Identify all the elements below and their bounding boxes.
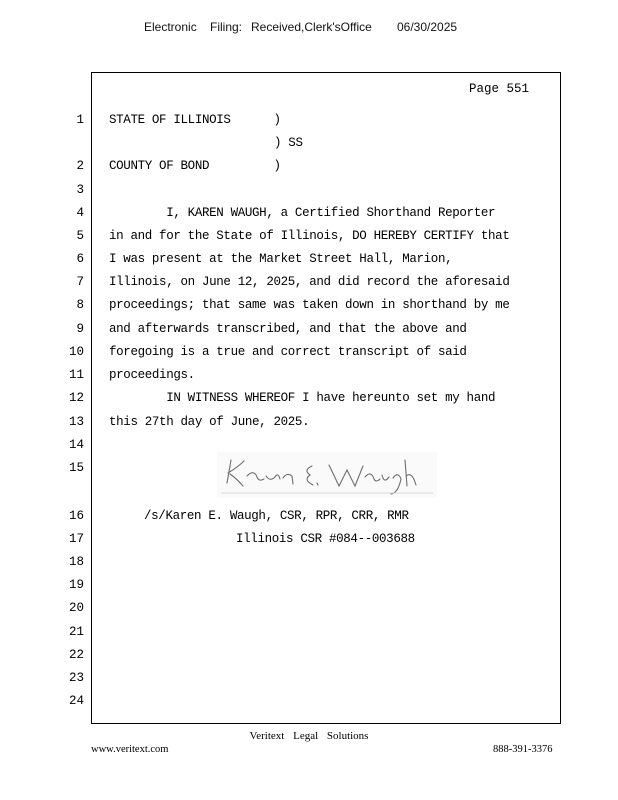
electronic-filing-header xyxy=(0,20,618,36)
line-number: 13 xyxy=(68,415,84,429)
line-number: 10 xyxy=(68,345,84,359)
filing-label-electronic: Electronic xyxy=(144,20,197,34)
certificate-line: I, KAREN WAUGH, a Certified Shorthand Reporter xyxy=(109,206,496,220)
filing-date: 06/30/2025 xyxy=(397,20,458,34)
line-number: 23 xyxy=(68,671,84,685)
line-number: 16 xyxy=(68,509,84,523)
line-number: 14 xyxy=(68,438,84,452)
line-number: 7 xyxy=(76,275,84,289)
line-number: 21 xyxy=(68,625,84,639)
page-number: Page 551 xyxy=(469,82,530,96)
filing-label-filing: Filing: xyxy=(210,20,243,34)
caption-county: COUNTY OF BOND ) xyxy=(109,159,281,173)
line-number: 6 xyxy=(76,252,84,266)
filing-label-received: Received,Clerk'sOffice xyxy=(251,20,372,34)
certificate-line: Illinois, on June 12, 2025, and did record the aforesaid xyxy=(109,275,510,289)
line-number: 11 xyxy=(68,368,84,382)
line-number: 8 xyxy=(76,298,84,312)
certificate-line: foregoing is a true and correct transcript of said xyxy=(109,345,467,359)
line-number: 20 xyxy=(68,601,84,615)
certificate-line: proceedings. xyxy=(109,368,195,382)
line-number: 4 xyxy=(76,206,84,220)
footer-company: Veritext Legal Solutions xyxy=(249,730,369,742)
line-number: 15 xyxy=(68,461,84,475)
reporter-signed-name: /s/Karen E. Waugh, CSR, RPR, CRR, RMR xyxy=(144,509,409,523)
caption-state: STATE OF ILLINOIS ) xyxy=(109,113,281,127)
certificate-line: and afterwards transcribed, and that the above and xyxy=(109,322,467,336)
certificate-line: I was present at the Market Street Hall, Marion, xyxy=(109,252,453,266)
line-number: 12 xyxy=(68,391,84,405)
footer-phone: 888-391-3376 xyxy=(493,744,553,755)
caption-ss: ) SS xyxy=(274,136,303,150)
footer-website: www.veritext.com xyxy=(91,744,169,755)
line-number: 19 xyxy=(68,578,84,592)
line-number: 9 xyxy=(76,322,84,336)
certificate-line: proceedings; that same was taken down in shorthand by me xyxy=(109,298,510,312)
certificate-line: in and for the State of Illinois, DO HEREBY CERTIFY that xyxy=(109,229,510,243)
line-number: 22 xyxy=(68,648,84,662)
line-number: 17 xyxy=(68,532,84,546)
line-number: 1 xyxy=(76,113,84,127)
line-number: 2 xyxy=(76,159,84,173)
signature-background xyxy=(217,452,437,498)
line-number: 18 xyxy=(68,555,84,569)
certificate-line: IN WITNESS WHEREOF I have hereunto set my hand xyxy=(109,391,496,405)
certificate-line: this 27th day of June, 2025. xyxy=(109,415,310,429)
line-number: 24 xyxy=(68,694,84,708)
line-number: 3 xyxy=(76,183,84,197)
handwritten-signature xyxy=(217,452,437,498)
reporter-csr-number: Illinois CSR #084--003688 xyxy=(236,532,415,546)
line-number: 5 xyxy=(76,229,84,243)
